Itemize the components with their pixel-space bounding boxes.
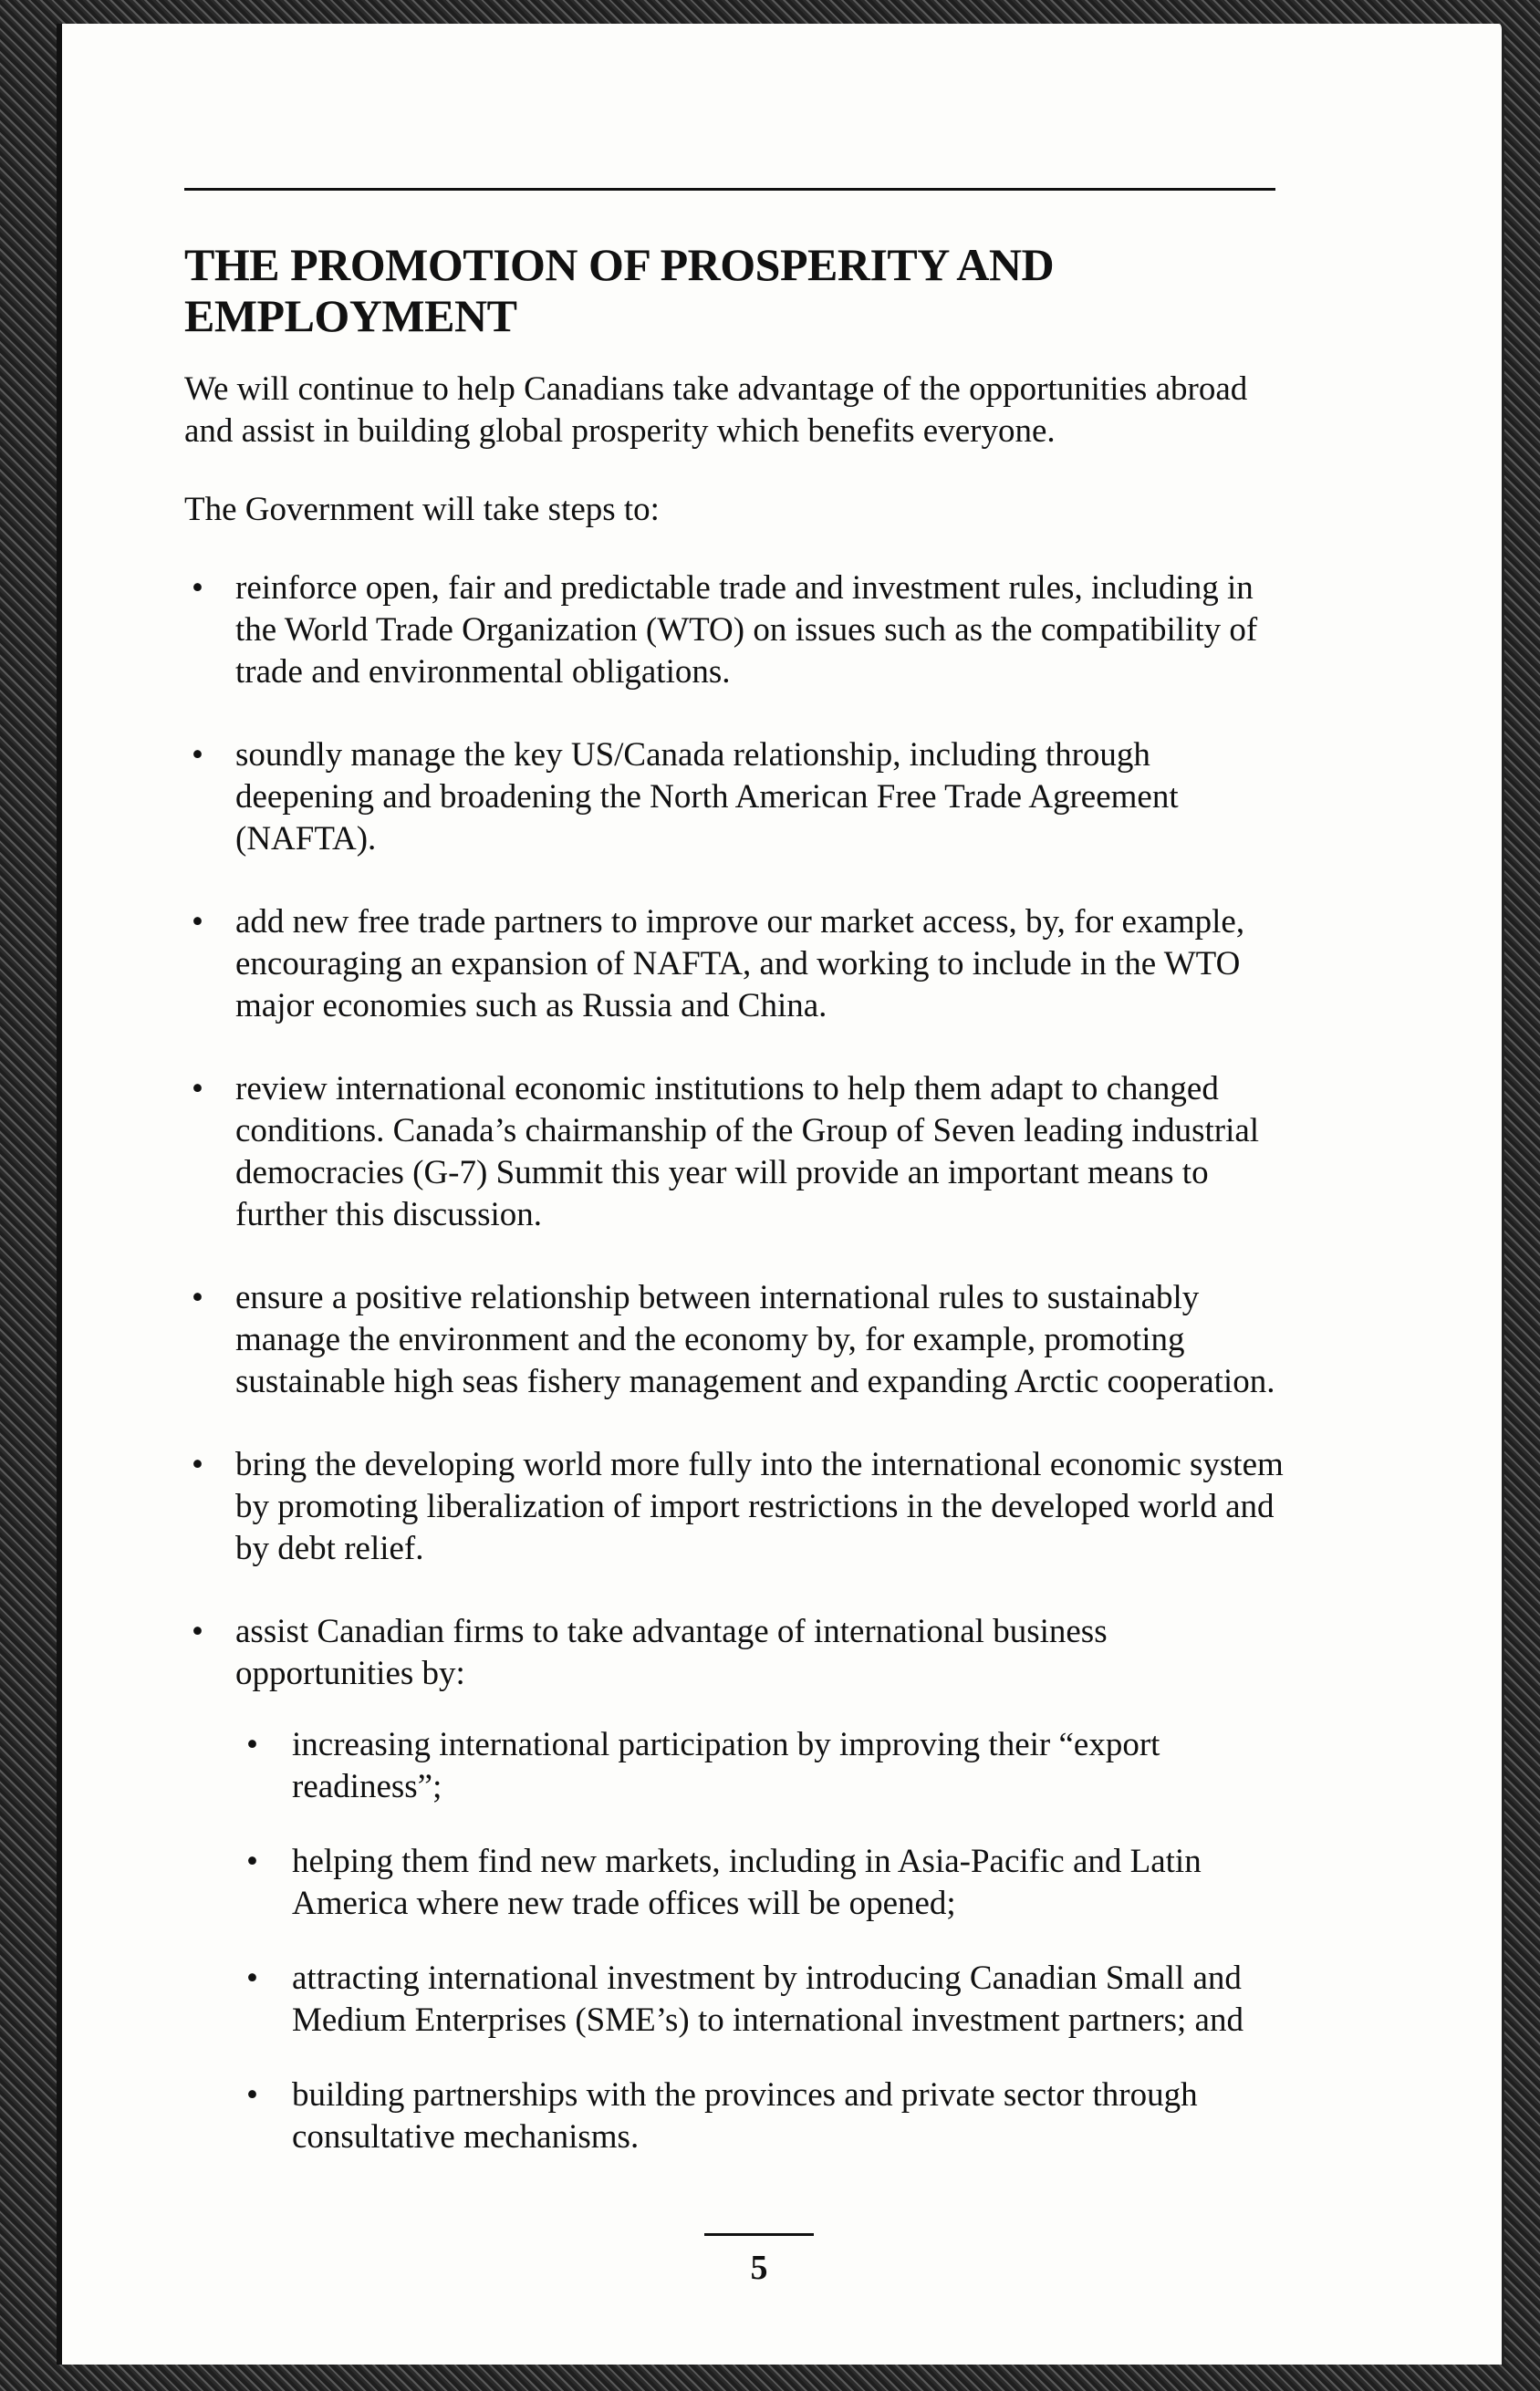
bullet-icon: • xyxy=(246,1843,258,1880)
bullet-icon: • xyxy=(192,569,203,607)
bullet-icon: • xyxy=(192,903,203,941)
list-item-text: add new free trade partners to improve our market access, by, for example, encouraging an expansion of NAFTA, and working to include in the WTO major economies such as Russia and China. xyxy=(235,903,1245,1024)
sub-list-item-text: increasing international participation by improving their “export readiness”; xyxy=(292,1726,1160,1805)
sub-list-item xyxy=(235,1958,1288,2042)
list-item xyxy=(184,901,1288,1027)
list-item-text: review international economic institutions to help them adapt to changed conditions. Canada’s chairmanship of the Group of Seven leading industrial democracies (G-7) Summit this year will provide an important means to further this discussion. xyxy=(235,1070,1260,1233)
page-number-rule xyxy=(704,2233,814,2236)
list-item xyxy=(184,1444,1288,1570)
list-item xyxy=(184,734,1288,860)
sub-list-item xyxy=(235,2074,1288,2158)
sub-list-item-text: building partnerships with the provinces and private sector through consultative mechanisms. xyxy=(292,2076,1198,2156)
steps-list xyxy=(184,567,1288,2158)
list-item-text: ensure a positive relationship between international rules to sustainably manage the environment and the economy by, for example, promoting sustainable high seas fishery management and expanding Arctic cooperation. xyxy=(235,1279,1275,1400)
bullet-icon: • xyxy=(192,1279,203,1316)
bullet-icon: • xyxy=(192,1613,203,1650)
bullet-icon: • xyxy=(192,1070,203,1107)
sub-list-item xyxy=(235,1841,1288,1925)
lead-in-paragraph: The Government will take steps to: xyxy=(184,491,660,528)
list-item-text: reinforce open, fair and predictable trade and investment rules, including in the World Trade Organization (WTO) on issues such as the compatibility of trade and environmental obligations. xyxy=(235,569,1258,691)
list-item xyxy=(184,567,1288,693)
sub-list xyxy=(235,1724,1288,2158)
bullet-icon: • xyxy=(246,2076,258,2114)
bullet-icon: • xyxy=(192,1446,203,1483)
sub-list-item-text: attracting international investment by introducing Canadian Small and Medium Enterprises (SME’s) to international investment partners; and xyxy=(292,1960,1243,2039)
list-item-text: bring the developing world more fully into the international economic system by promoting liberalization of import restrictions in the developed world and by debt relief. xyxy=(235,1446,1284,1567)
bullet-icon: • xyxy=(192,736,203,774)
list-item xyxy=(184,1611,1288,2158)
intro-paragraph: We will continue to help Canadians take advantage of the opportunities abroad and assist in building global prosperity which benefits everyone. xyxy=(184,370,1248,450)
list-item xyxy=(184,1277,1288,1403)
list-item xyxy=(184,1068,1288,1236)
page-number: 5 xyxy=(750,2249,768,2287)
section-heading: THE PROMOTION OF PROSPERITY AND EMPLOYMENT xyxy=(184,239,1055,341)
bullet-icon: • xyxy=(246,1960,258,1997)
list-item-text: soundly manage the key US/Canada relationship, including through deepening and broadening the North American Free Trade Agreement (NAFTA). xyxy=(235,736,1179,858)
top-rule xyxy=(184,188,1275,191)
page-content xyxy=(184,239,1288,2199)
sub-list-item-text: helping them find new markets, including in Asia-Pacific and Latin America where new trade offices will be opened; xyxy=(292,1843,1202,1922)
bullet-icon: • xyxy=(246,1726,258,1763)
list-item-text: assist Canadian firms to take advantage of international business opportunities by: xyxy=(235,1613,1108,1692)
sub-list-item xyxy=(235,1724,1288,1808)
